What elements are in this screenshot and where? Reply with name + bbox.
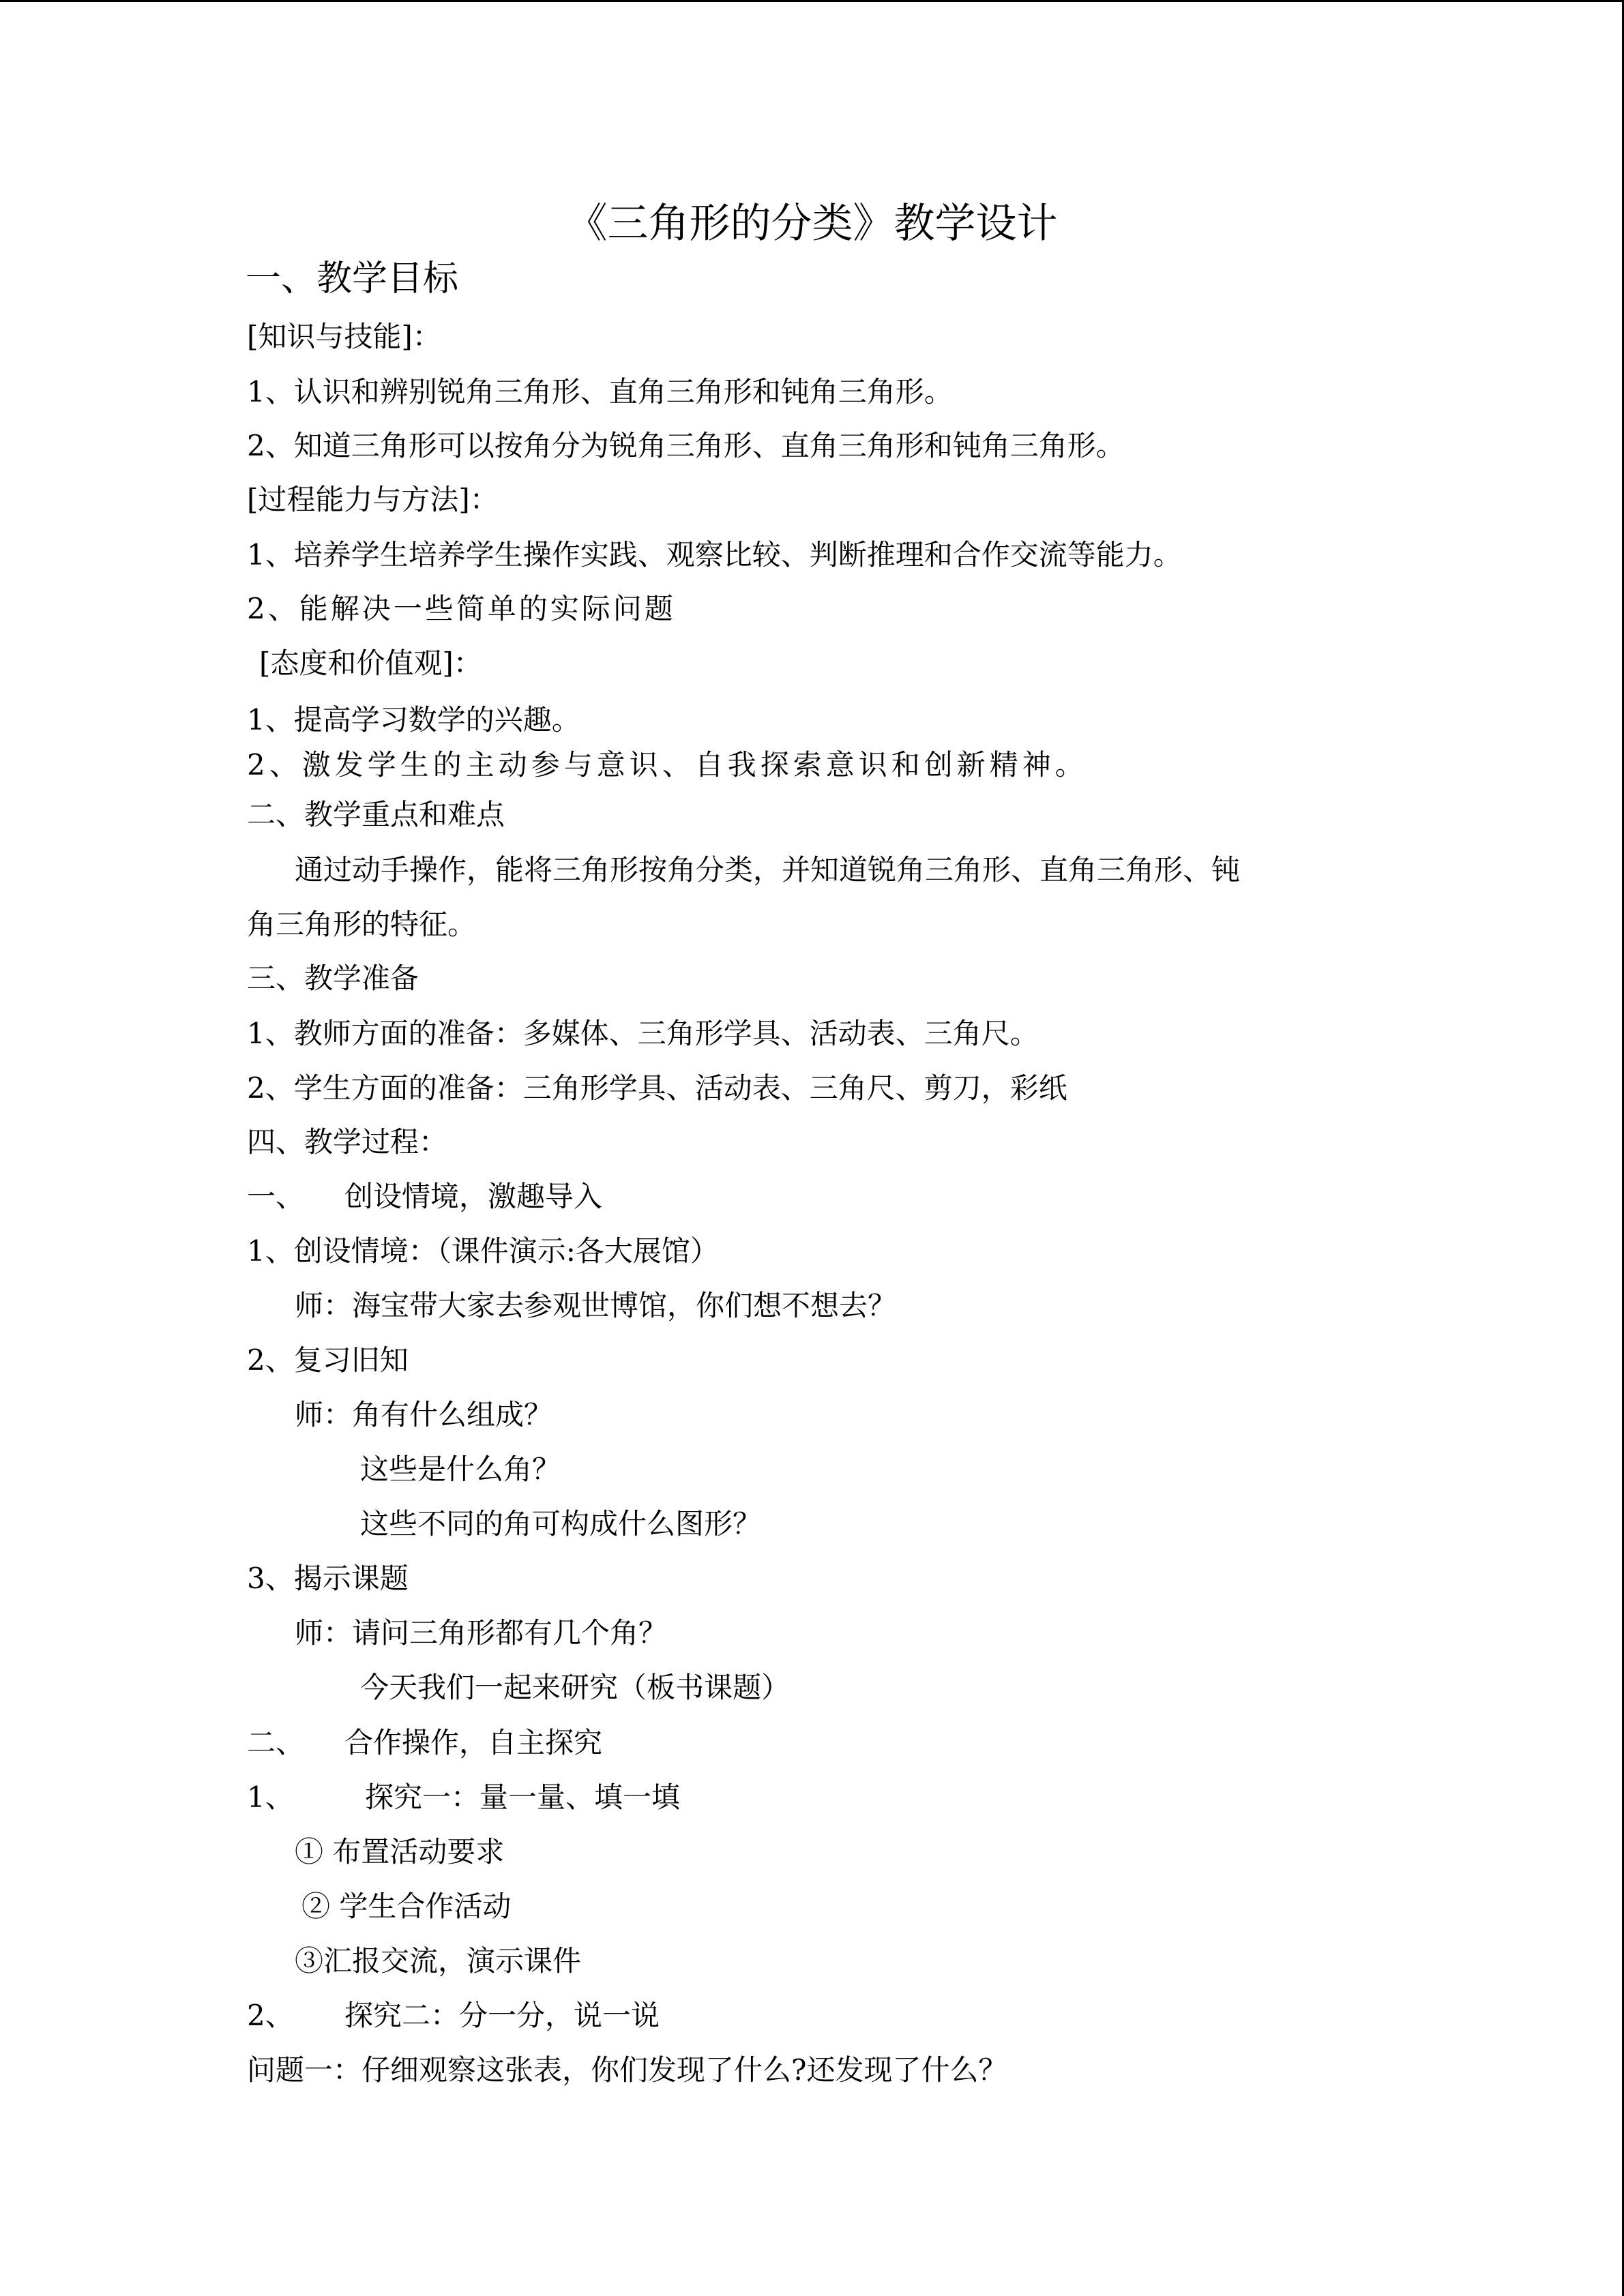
process-line: 师：请问三角形都有几个角？ <box>295 1616 668 1650</box>
objective-line: 2、知道三角形可以按角分为锐角三角形、直角三角形和钝角三角形。 <box>247 429 1125 462</box>
process-line: 1、创设情境：（课件演示:各大展馆） <box>247 1234 719 1268</box>
subheading-process-methods: [过程能力与方法]： <box>247 483 499 516</box>
subheading-attitudes-values: [态度和价值观]： <box>259 646 482 680</box>
subheading-knowledge-skills: [知识与技能]： <box>247 320 441 353</box>
process-line: 师：角有什么组成？ <box>295 1398 553 1431</box>
section-heading-preparation: 三、教学准备 <box>247 961 419 995</box>
process-line: 这些不同的角可构成什么图形？ <box>360 1507 762 1540</box>
process-line: 探究一：量一量、填一填 <box>365 1780 681 1814</box>
preparation-line: 2、学生方面的准备：三角形学具、活动表、三角尺、剪刀，彩纸 <box>247 1071 1067 1105</box>
step-number: 一、 <box>247 1180 305 1213</box>
activity-step: ③汇报交流，演示课件 <box>295 1944 582 1978</box>
process-line: 师：海宝带大家去参观世博馆，你们想不想去？ <box>295 1289 897 1322</box>
objective-line: 2、激发学生的主动参与意识、自我探索意识和创新精神。 <box>247 748 1088 781</box>
activity-step: ② 学生合作活动 <box>301 1890 512 1923</box>
process-line-number: 2、 <box>247 1999 294 2032</box>
process-line-number: 1、 <box>247 1780 294 1814</box>
process-line: 3、揭示课题 <box>247 1562 409 1595</box>
paragraph-line: 通过动手操作，能将三角形按角分类，并知道锐角三角形、直角三角形、钝 <box>295 853 1241 886</box>
step-title: 合作操作，自主探究 <box>344 1726 603 1759</box>
objective-line: 1、培养学生培养学生操作实践、观察比较、判断推理和合作交流等能力。 <box>247 538 1182 571</box>
paragraph-line: 角三角形的特征。 <box>247 908 477 941</box>
document-title: 《三角形的分类》教学设计 <box>566 200 1058 248</box>
section-heading-objectives: 一、教学目标 <box>246 258 459 299</box>
process-line: 这些是什么角？ <box>360 1452 561 1486</box>
page-top-border <box>0 0 1624 2</box>
process-line: 2、复习旧知 <box>247 1343 409 1377</box>
objective-line: 1、提高学习数学的兴趣。 <box>247 703 580 736</box>
section-heading-process: 四、教学过程： <box>247 1125 448 1159</box>
section-heading-key-points: 二、教学重点和难点 <box>247 798 505 831</box>
question-line: 问题一：仔细观察这张表，你们发现了什么?还发现了什么？ <box>247 2053 1007 2087</box>
process-line: 今天我们一起来研究（板书课题） <box>360 1671 791 1704</box>
step-number: 二、 <box>247 1726 305 1759</box>
activity-step: ① 布置活动要求 <box>295 1835 505 1868</box>
process-line: 探究二：分一分，说一说 <box>344 1999 660 2032</box>
objective-line: 1、认识和辨别锐角三角形、直角三角形和钝角三角形。 <box>247 375 953 408</box>
objective-line: 2、能解决一些简单的实际问题 <box>247 592 676 625</box>
step-title: 创设情境，激趣导入 <box>344 1180 603 1213</box>
preparation-line: 1、教师方面的准备：多媒体、三角形学具、活动表、三角尺。 <box>247 1017 1039 1050</box>
